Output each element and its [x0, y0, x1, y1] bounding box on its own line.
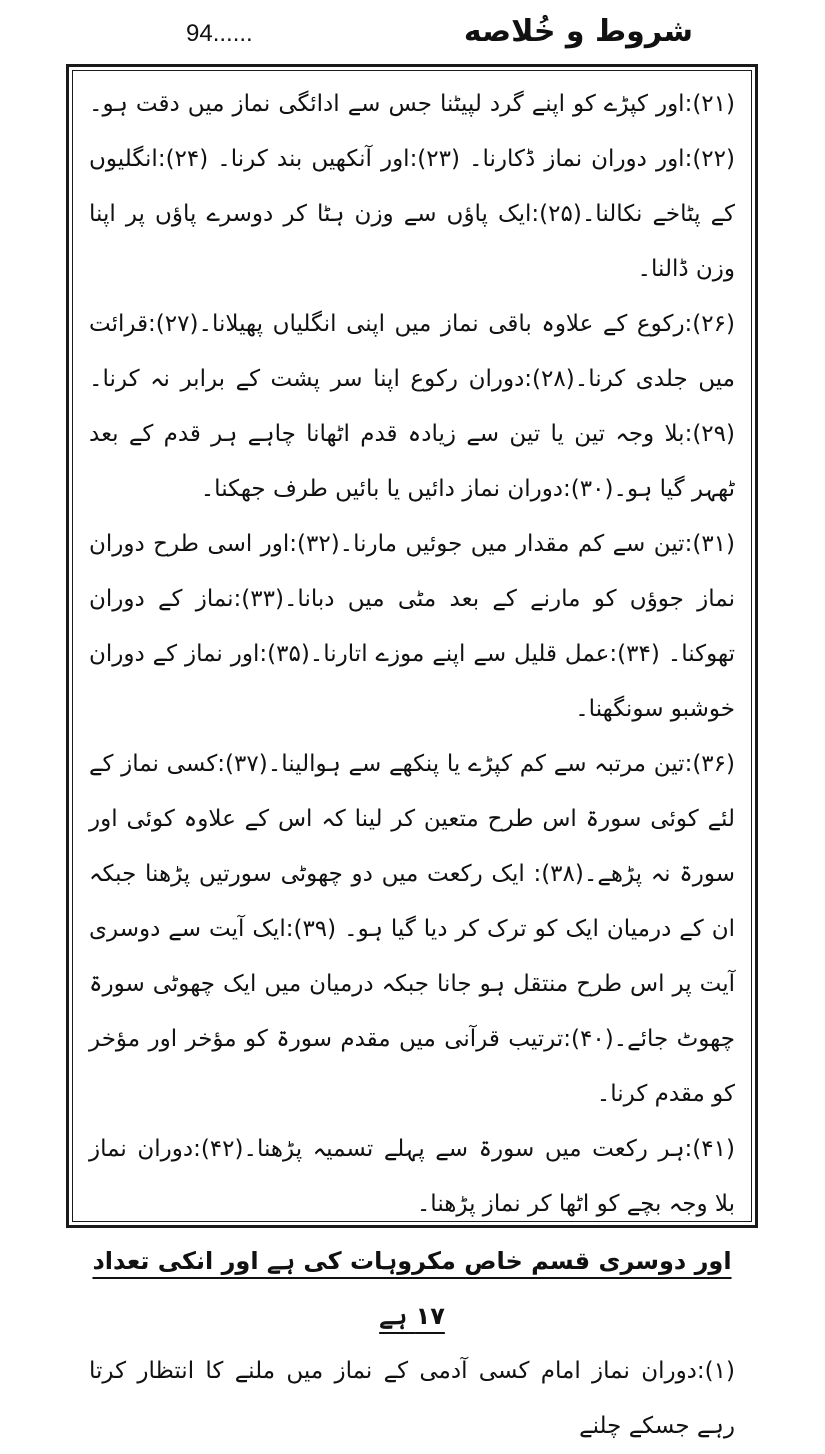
section-heading-text: اور دوسری قسم خاص مکروہات کی ہے اور انکی تعداد ۱۷ ہے [92, 1247, 732, 1330]
page-content [89, 77, 736, 1439]
page-header [0, 14, 825, 60]
paragraph-26-30: (۲۶):رکوع کے علاوہ باقی نماز میں اپنی انگلیاں پھیلانا۔(۲۷):قرائت میں جلدی کرنا۔(۲۸):دوران رکوع اپنا سر پشت کے برابر نہ کرنا۔(۲۹):بلا وجہ تین یا تین سے زیادہ قدم اٹھانا چاہے ہر قدم کے بعد ٹھہر گیا ہو۔(۳۰):دوران نماز دائیں یا بائیں طرف جھکنا۔ [89, 311, 735, 502]
paragraph-31-35: (۳۱):تین سے کم مقدار میں جوئیں مارنا۔(۳۲):اور اسی طرح دوران نماز جوؤں کو مارنے کے بعد مٹی میں دبانا۔(۳۳):نماز کے دوران تھوکنا۔ (۳۴):عمل قلیل سے اپنے موزے اتارنا۔(۳۵):اور نماز کے دوران خوشبو سونگھنا۔ [89, 531, 736, 722]
book-title: شروط و خُلاصه [463, 14, 693, 49]
section-heading [89, 1234, 735, 1344]
paragraph-1: (۱):دوران نماز امام کسی آدمی کے نماز میں ملنے کا انتظار کرتا رہے جسکے چلنے [89, 1358, 735, 1439]
paragraph-21-25: (۲۱):اور کپڑے کو اپنے گرد لپیٹنا جس سے ادائگی نماز میں دقت ہو۔ (۲۲):اور دوران نماز ڈکارنا۔ (۲۳):اور آنکھیں بند کرنا۔ (۲۴):انگلیوں کے پٹاخے نکالنا۔(۲۵):ایک پاؤں سے وزن ہٹا کر دوسرے پاؤں پر اپنا وزن ڈالنا۔ [89, 91, 735, 282]
paragraph-41-42: (۴۱):ہر رکعت میں سورۃ سے پہلے تسمیہ پڑھنا۔(۴۲):دوران نماز بلا وجہ بچے کو اٹھا کر نماز پڑھنا۔ [89, 1136, 735, 1217]
paragraph-36-40: (۳۶):تین مرتبہ سے کم کپڑے یا پنکھے سے ہوالینا۔(۳۷):کسی نماز کے لئے کوئی سورۃ اس طرح متعین کر لینا کہ اس کے علاوہ کوئی اور سورۃ نہ پڑھے۔(۳۸): ایک رکعت میں دو چھوٹی سورتیں پڑھنا جبکہ ان کے درمیان ایک کو ترک کر دیا گیا ہو۔ (۳۹):ایک آیت سے دوسری آیت پر اس طرح منتقل ہو جانا جبکہ درمیان میں ایک چھوٹی سورۃ چھوٹ جائے۔(۴۰):ترتیب قرآنی میں مقدم سورۃ کو مؤخر اور مؤخر کو مقدم کرنا۔ [89, 751, 736, 1107]
page-border [66, 64, 758, 1439]
page-number: 94...... [186, 20, 253, 47]
